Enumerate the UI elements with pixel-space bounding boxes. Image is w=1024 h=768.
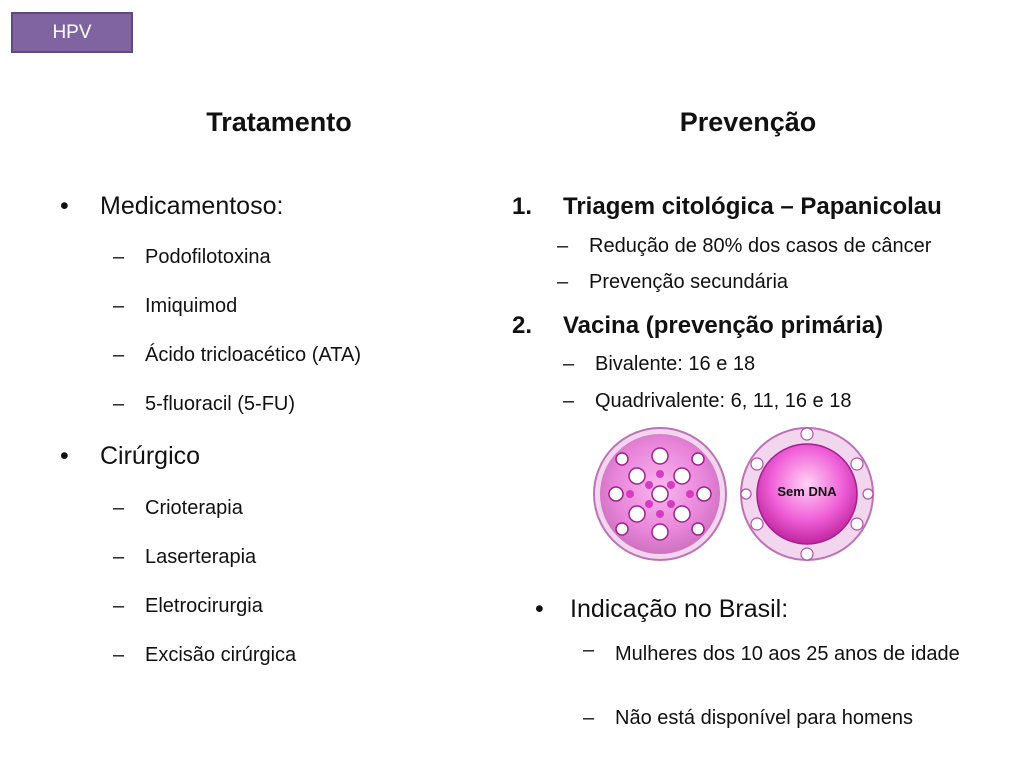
- dash-icon: –: [113, 546, 125, 568]
- list-item: Eletrocirurgia: [145, 595, 263, 617]
- prevention-title: Prevenção: [679, 107, 817, 137]
- list-item: Crioterapia: [145, 497, 243, 519]
- list-item: Bivalente: 16 e 18: [595, 353, 756, 375]
- sem-dna-label: Sem DNA: [777, 484, 837, 499]
- bullet-icon: •: [60, 442, 69, 470]
- numbered-label: Triagem citológica – Papanicolau: [563, 193, 942, 220]
- bullet-icon: •: [535, 595, 544, 623]
- list-item: Mulheres dos 10 aos 25 anos de idade: [615, 643, 960, 665]
- list-item: Excisão cirúrgica: [145, 644, 297, 666]
- list-item: Podofilotoxina: [145, 246, 271, 268]
- list-item: Quadrivalente: 6, 11, 16 e 18: [595, 390, 852, 412]
- dash-icon: –: [113, 393, 125, 415]
- dash-icon: –: [113, 497, 125, 519]
- list-item: 5-fluoracil (5-FU): [145, 393, 296, 415]
- list-item: Imiquimod: [145, 295, 238, 317]
- dash-icon: –: [113, 344, 125, 366]
- dash-icon: –: [113, 595, 125, 617]
- dash-icon: –: [113, 644, 125, 666]
- dash-icon: –: [557, 235, 569, 257]
- dash-icon: –: [563, 390, 575, 412]
- bullet-icon: •: [60, 192, 69, 220]
- dash-icon: –: [557, 271, 569, 293]
- list-item: Redução de 80% dos casos de câncer: [589, 235, 932, 257]
- list-item: Prevenção secundária: [589, 271, 789, 293]
- dash-icon: –: [583, 707, 595, 729]
- item-number: 2.: [512, 312, 533, 339]
- group-label: Cirúrgico: [100, 442, 201, 470]
- virus-capsid-icon: [594, 428, 726, 560]
- numbered-label: Vacina (prevenção primária): [563, 312, 884, 339]
- list-item: Laserterapia: [145, 546, 257, 568]
- topic-tag: HPV: [11, 12, 133, 53]
- hpv-virus-figure: [592, 424, 882, 569]
- treatment-title: Tratamento: [206, 107, 352, 137]
- dash-icon: –: [583, 639, 595, 661]
- list-item: Não está disponível para homens: [615, 707, 913, 729]
- dash-icon: –: [563, 353, 575, 375]
- indicacao-label: Indicação no Brasil:: [570, 595, 789, 623]
- list-item: Ácido tricloacético (ATA): [145, 344, 361, 366]
- dash-icon: –: [113, 246, 125, 268]
- dash-icon: –: [113, 295, 125, 317]
- item-number: 1.: [512, 193, 533, 220]
- group-label: Medicamentoso:: [100, 192, 284, 220]
